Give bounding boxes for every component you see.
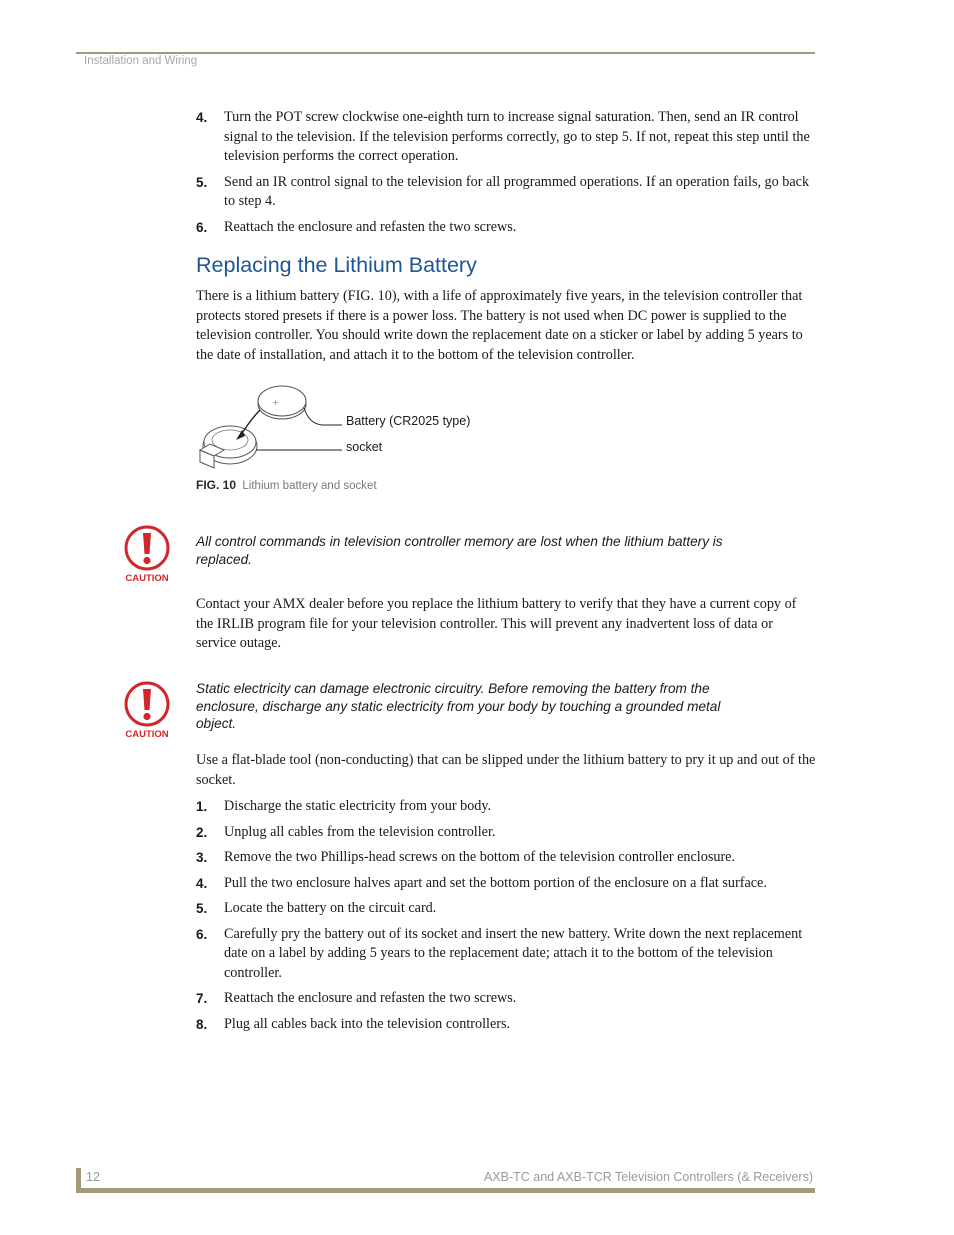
- caution-icon: [120, 524, 174, 586]
- step-text: Discharge the static electricity from your body.: [224, 798, 492, 814]
- list-item: [196, 925, 816, 984]
- step-number: 7.: [196, 991, 208, 1006]
- step-text: Unplug all cables from the television controller.: [224, 823, 496, 840]
- list-item: [196, 108, 816, 167]
- caution-text: Static electricity can damage electronic circuitry. Before removing the battery from the enclosure, discharge any static electricity from your body by touching a grounded metal object.: [196, 681, 721, 731]
- list-item: [196, 899, 816, 919]
- steps-list-bottom: [196, 797, 816, 1034]
- list-item: [196, 797, 816, 817]
- figure-caption: [196, 478, 377, 492]
- step-text: Send an IR control signal to the television for all programmed operations. If an operation fails, go back to step 4.: [224, 173, 810, 209]
- running-header: Installation and Wiring: [84, 55, 198, 67]
- paragraph: Contact your AMX dealer before you replace the lithium battery to verify that they have a current copy of the IRLIB program file for your television controller. This will prevent any inadvertent loss of data or service outage.: [196, 596, 797, 651]
- step-text: Remove the two Phillips-head screws on the bottom of the television controller enclosure.: [224, 849, 736, 865]
- list-item: [196, 823, 816, 843]
- list-item: [196, 1015, 816, 1035]
- caution-label: CAUTION: [125, 573, 169, 584]
- list-item: [196, 173, 816, 212]
- battery-figure: [190, 378, 510, 478]
- intro-paragraph: There is a lithium battery (FIG. 10), with a life of approximately five years, in the television controller that protects stored presets if there is a power loss. The battery is not used when DC power is supplied to the television controller. You should write down the replacement date on a sticker or label by adding 5 years to the date of installation, and attach it to the bottom of the television controller.: [196, 288, 803, 363]
- step-number: 5.: [196, 901, 208, 916]
- caution-text: All control commands in television controller memory are lost when the lithium battery is replaced.: [196, 534, 723, 567]
- step-number: 8.: [196, 1016, 208, 1032]
- caution-icon: [120, 680, 174, 742]
- step-number: 3.: [196, 850, 208, 865]
- figure-number: FIG. 10: [196, 478, 237, 492]
- step-text: Reattach the enclosure and refasten the two screws.: [224, 218, 517, 235]
- caution-label: CAUTION: [125, 729, 169, 740]
- list-item: [196, 874, 816, 894]
- socket-label: socket: [346, 440, 383, 454]
- section-heading: Replacing the Lithium Battery: [196, 253, 477, 277]
- step-text: Pull the two enclosure halves apart and set the bottom portion of the enclosure on a flat surface.: [224, 874, 767, 891]
- step-number: 1.: [196, 799, 208, 814]
- document-title: AXB-TC and AXB-TCR Television Controllers (& Receivers): [483, 1170, 813, 1184]
- list-item: [196, 989, 816, 1009]
- steps-list-top: [196, 108, 816, 237]
- header-rule: [76, 52, 815, 54]
- step-number: 6.: [196, 926, 208, 942]
- battery-label: Battery (CR2025 type): [346, 414, 471, 428]
- step-number: 4.: [196, 110, 208, 125]
- step-text: Plug all cables back into the television controllers.: [224, 1015, 511, 1032]
- paragraph: Use a flat-blade tool (non-conducting) that can be slipped under the lithium battery to pry it up and out of the socket.: [196, 752, 816, 788]
- step-number: 2.: [196, 824, 208, 840]
- battery-socket-illustration: [190, 378, 510, 478]
- footer-rule: [76, 1188, 815, 1193]
- step-number: 6.: [196, 219, 208, 235]
- step-text: Reattach the enclosure and refasten the two screws.: [224, 990, 517, 1006]
- step-text: Locate the battery on the circuit card.: [224, 900, 437, 916]
- step-number: 5.: [196, 174, 208, 190]
- list-item: [196, 848, 816, 868]
- step-text: Carefully pry the battery out of its socket and insert the new battery. Write down the next replacement date on a label by adding 5 years to the replacement date; attach it to the bottom of the television controller.: [224, 925, 803, 981]
- figure-caption-text: Lithium battery and socket: [242, 480, 377, 492]
- page-number: 12: [86, 1170, 100, 1184]
- step-number: 4.: [196, 875, 208, 891]
- list-item: [196, 218, 816, 238]
- svg-text:+: +: [272, 398, 279, 407]
- step-text: Turn the POT screw clockwise one-eighth turn to increase signal saturation. Then, send an IR control signal to the television. If the television performs correctly, go to step 5. If not, repeat this step until the television performs the correct operation.: [224, 109, 810, 164]
